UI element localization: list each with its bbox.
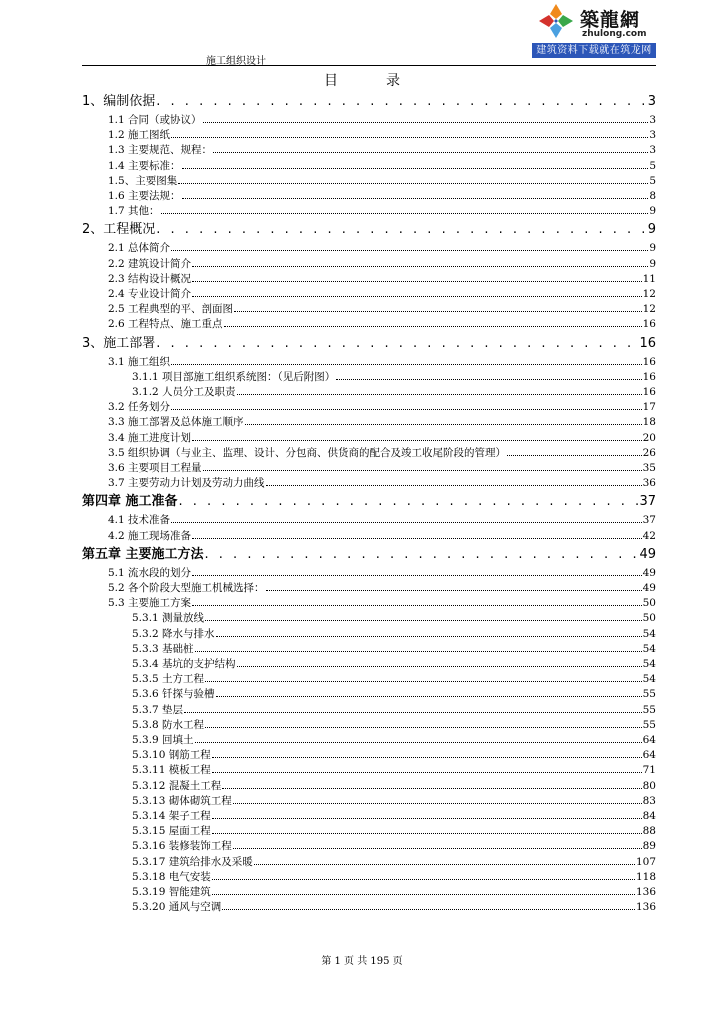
toc-entry-page: 54 (642, 658, 656, 670)
toc-entry-page: 26 (642, 446, 656, 459)
toc-entry-label: 3.1 施工组织 (108, 355, 171, 368)
toc-entry-label: 1、编制依据 (82, 94, 156, 109)
toc-entry-page: 37 (639, 494, 656, 510)
toc-entry-page: 55 (642, 718, 656, 731)
toc-entry-label: 5.3.19 智能建筑 (132, 886, 211, 898)
toc-entry-page: 12 (642, 288, 656, 300)
toc-entry-page: 49 (639, 546, 656, 562)
toc-entry-page: 80 (642, 779, 656, 792)
zhulong-logo-icon (536, 2, 576, 40)
toc-entry[interactable] (82, 159, 656, 174)
toc-entry-label: 5.3.5 土方工程 (132, 673, 205, 686)
toc-entry[interactable] (82, 566, 656, 581)
toc-entry[interactable] (82, 885, 656, 900)
toc-entry[interactable] (82, 317, 656, 332)
toc-leader-dots (205, 611, 642, 621)
toc-entry[interactable] (82, 718, 656, 733)
toc-entry-label: 1.5、主要图集 (108, 174, 178, 187)
toc-entry[interactable] (82, 748, 656, 763)
toc-entry[interactable] (82, 627, 656, 642)
logo-name-cn: 築龍網 (580, 9, 641, 31)
toc-leader-dots (192, 566, 642, 576)
toc-entry-page: 50 (642, 612, 656, 625)
toc-entry[interactable] (82, 809, 656, 824)
toc-entry[interactable] (82, 703, 656, 718)
toc-entry-page: 49 (642, 566, 656, 579)
toc-entry-label: 5.3.11 模板工程 (132, 764, 211, 777)
toc-leader-dots (182, 189, 649, 199)
toc-entry-label: 1.1 合同（或协议） (108, 114, 202, 126)
toc-entry-page: 54 (642, 673, 656, 686)
toc-leader-dots (195, 733, 642, 743)
toc-entry[interactable] (82, 113, 656, 128)
toc-entry-page: 16 (642, 370, 656, 383)
toc-entry-label: 5.3.9 回填土 (132, 734, 194, 746)
toc-entry-page: 118 (635, 870, 656, 883)
toc-entry[interactable] (82, 529, 656, 544)
toc-leader-dots (171, 241, 648, 251)
toc-entry[interactable] (82, 370, 656, 385)
toc-entry-label: 5.3.7 垫层 (132, 703, 184, 716)
toc-entry[interactable] (82, 143, 656, 158)
toc-entry[interactable] (82, 581, 656, 596)
toc-leader-dots (212, 870, 635, 880)
toc-entry-page: 11 (642, 272, 656, 285)
toc-entry-label: 5.3.4 基坑的支护结构 (132, 658, 236, 670)
logo-domain: zhulong.com (582, 29, 647, 39)
toc-leader-dots (216, 687, 642, 697)
toc-entry-page: 84 (642, 810, 656, 822)
toc-entry-label: 2.1 总体简介 (108, 242, 171, 255)
toc-entry-page: 5 (649, 174, 656, 187)
toc-entry[interactable] (82, 900, 656, 915)
toc-leader-dots (254, 855, 635, 865)
toc-entry-page: 17 (642, 401, 656, 414)
toc-entry-label: 4.2 施工现场准备 (108, 529, 192, 542)
toc-entry-label: 3.4 施工进度计划 (108, 431, 192, 444)
toc-entry[interactable] (82, 763, 656, 778)
toc-entry[interactable] (82, 824, 656, 839)
toc-leader-dots (184, 703, 642, 713)
toc-leader-dots (212, 748, 642, 758)
toc-entry-label: 2.2 建筑设计简介 (108, 257, 192, 270)
toc-leader-dots (161, 204, 649, 214)
toc-leader-dots (192, 257, 648, 267)
toc-entry-label: 2.6 工程特点、施工重点 (108, 318, 223, 331)
toc-heading-right: 录 (386, 73, 400, 89)
toc-leader-dots (213, 143, 648, 153)
toc-entry-label: 5.3.2 降水与排水 (132, 627, 215, 640)
running-header: 施工组织设计 (206, 56, 266, 67)
toc-leader-dots (192, 431, 642, 441)
toc-entry-label: 第五章 主要施工方法 (82, 546, 204, 562)
toc-entry[interactable] (82, 779, 656, 794)
toc-entry[interactable] (82, 476, 656, 491)
toc-entry[interactable] (82, 334, 656, 354)
toc-entry-page: 88 (642, 825, 656, 838)
toc-entry-label: 1.2 施工图纸 (108, 129, 171, 142)
toc-leader-dots (171, 128, 648, 138)
toc-entry-label: 3.3 施工部署及总体施工顺序 (108, 416, 244, 429)
toc-entry-label: 2.5 工程典型的平、剖面图 (108, 303, 234, 316)
toc-leader-dots (224, 317, 642, 327)
toc-entry[interactable] (82, 657, 656, 672)
toc-entry[interactable] (82, 492, 656, 512)
toc-entry-label: 5.3.15 屋面工程 (132, 825, 211, 838)
toc-entry[interactable] (82, 287, 656, 302)
toc-entry-page: 89 (642, 840, 656, 853)
toc-leader-dots (205, 672, 642, 682)
toc-entry-label: 5.3.14 架子工程 (132, 810, 211, 822)
toc-entry-page: 3 (649, 144, 656, 157)
toc-entry-page: 54 (642, 627, 656, 640)
toc-entry-page: 5 (649, 159, 656, 172)
toc-heading-left: 目 (324, 73, 338, 89)
toc-leader-dots (507, 446, 642, 456)
toc-entry[interactable] (82, 174, 656, 189)
toc-entry[interactable] (82, 596, 656, 611)
toc-entry[interactable] (82, 870, 656, 885)
toc-entry-label: 5.3.8 防水工程 (132, 718, 205, 731)
toc-leader-dots (178, 174, 648, 184)
toc-entry-label: 5.3.13 砌体砌筑工程 (132, 794, 232, 807)
toc-entry-page: 16 (642, 318, 656, 331)
toc-entry-label: 5.3 主要施工方案 (108, 597, 192, 610)
toc-entry-label: 5.3.3 基础桩 (132, 642, 194, 655)
toc-leader-dots (212, 824, 642, 834)
toc-entry[interactable] (82, 272, 656, 287)
toc-entry[interactable] (82, 385, 656, 400)
toc-entry-page: 9 (647, 222, 656, 238)
toc-entry[interactable] (82, 794, 656, 809)
toc-entry-page: 64 (642, 749, 656, 762)
toc-entry[interactable] (82, 431, 656, 446)
toc-leader-dots (203, 113, 649, 123)
toc-entry-page: 136 (635, 886, 656, 898)
toc-leader-dots (203, 461, 642, 471)
toc-entry[interactable] (82, 672, 656, 687)
toc-entry-label: 1.3 主要规范、规程： (108, 144, 213, 157)
toc-entry-page: 42 (642, 529, 656, 542)
toc-entry[interactable] (82, 241, 656, 256)
toc-entry-page: 71 (642, 764, 656, 777)
toc-leader-dots (234, 302, 642, 312)
toc-entry-label: 1.7 其他： (108, 205, 160, 218)
toc-entry[interactable] (82, 415, 656, 430)
toc-entry-label: 5.3.6 钎探与验槽 (132, 688, 215, 701)
toc-entry-label: 3、施工部署 (82, 335, 156, 351)
toc-leader-dots (266, 581, 642, 591)
toc-leader-dots (192, 287, 642, 297)
toc-entry[interactable] (82, 513, 656, 528)
toc-entry[interactable] (82, 446, 656, 461)
toc-entry-page: 8 (649, 190, 656, 202)
toc-entry-page: 136 (635, 901, 656, 914)
toc-entry[interactable] (82, 257, 656, 272)
toc-entry-label: 第四章 施工准备 (82, 494, 178, 510)
toc-entry[interactable] (82, 128, 656, 143)
toc-entry-label: 5.3.1 测量放线 (132, 612, 205, 625)
toc-entry-page: 9 (649, 257, 656, 270)
toc-leader-dots (205, 545, 639, 565)
toc-leader-dots (233, 839, 642, 849)
toc-entry-page: 20 (642, 431, 656, 444)
toc-leader-dots (192, 272, 642, 282)
toc-entry[interactable] (82, 642, 656, 657)
toc-entry-page: 55 (642, 688, 656, 701)
toc-entry-label: 1.4 主要标准： (108, 159, 181, 172)
toc-entry-label: 5.3.10 钢筋工程 (132, 749, 211, 762)
toc-entry-page: 64 (642, 734, 656, 746)
toc-entry-label: 3.5 组织协调（与业主、监理、设计、分包商、供货商的配合及竣工收尾阶段的管理） (108, 446, 507, 459)
toc-entry[interactable] (82, 733, 656, 748)
toc-leader-dots (192, 596, 642, 606)
toc-leader-dots (212, 809, 642, 819)
toc-leader-dots (182, 159, 649, 169)
toc-entry-page: 36 (642, 477, 656, 490)
toc-entry-label: 1.6 主要法规： (108, 190, 181, 202)
toc-entry[interactable] (82, 189, 656, 204)
toc-leader-dots (237, 657, 642, 667)
toc-entry-label: 5.3.17 建筑给排水及采暖 (132, 855, 253, 868)
toc-entry[interactable] (82, 220, 656, 240)
toc-leader-dots (179, 492, 639, 512)
toc-leader-dots (222, 779, 641, 789)
toc-entry-label: 5.3.18 电气安装 (132, 870, 211, 883)
toc-leader-dots (156, 220, 646, 240)
toc-leader-dots (156, 92, 646, 112)
toc-entry-page: 37 (642, 514, 656, 527)
toc-entry-label: 4.1 技术准备 (108, 514, 171, 527)
toc-entry[interactable] (82, 611, 656, 626)
toc-entry-page: 3 (649, 129, 656, 142)
toc-entry-label: 3.2 任务划分 (108, 401, 171, 414)
toc-entry-page: 16 (639, 335, 656, 351)
toc-entry-page: 50 (642, 597, 656, 610)
toc-leader-dots (266, 476, 642, 486)
toc-entry-page: 3 (647, 94, 656, 109)
toc-leader-dots (245, 415, 642, 425)
toc-entry-label: 2.4 专业设计简介 (108, 288, 192, 300)
toc-leader-dots (237, 385, 642, 395)
toc-entry[interactable] (82, 355, 656, 370)
toc-entry-label: 5.1 流水段的划分 (108, 566, 192, 579)
toc-leader-dots (195, 642, 642, 652)
toc-leader-dots (212, 763, 642, 773)
page-footer: 第 1 页 共 195 页 (321, 956, 403, 967)
toc-leader-dots (171, 513, 642, 523)
toc-leader-dots (192, 529, 642, 539)
toc-entry[interactable] (82, 855, 656, 870)
logo-slogan: 建筑资料下载就在筑龙网 (532, 43, 656, 58)
toc-leader-dots (156, 334, 638, 354)
toc-entry-page: 107 (635, 855, 656, 868)
toc-leader-dots (222, 900, 635, 910)
toc-entry-page: 16 (642, 386, 656, 398)
toc-entry-page: 83 (642, 794, 656, 807)
toc-entry-label: 3.1.1 项目部施工组织系统图：（见后附图） (132, 370, 336, 383)
toc-leader-dots (216, 627, 642, 637)
toc-entry-page: 18 (642, 416, 656, 429)
toc-entry[interactable] (82, 400, 656, 415)
toc-entry-page: 54 (642, 642, 656, 655)
toc-leader-dots (205, 718, 642, 728)
toc-entry-page: 49 (642, 582, 656, 594)
toc-entry-label: 5.3.16 装修装饰工程 (132, 840, 232, 853)
toc-heading (0, 70, 724, 90)
toc-leader-dots (336, 370, 641, 380)
toc-entry-page: 9 (649, 205, 656, 218)
toc-entry[interactable] (82, 204, 656, 219)
toc-entry[interactable] (82, 92, 656, 112)
toc-entry-label: 2、工程概况 (82, 222, 156, 238)
toc-entry-page: 9 (649, 242, 656, 255)
toc-entry[interactable] (82, 839, 656, 854)
toc-entry-page: 55 (642, 703, 656, 716)
toc-entry-page: 12 (642, 303, 656, 316)
toc-leader-dots (233, 794, 642, 804)
toc-entry[interactable] (82, 545, 656, 565)
toc-leader-dots (171, 400, 642, 410)
toc-entry[interactable] (82, 687, 656, 702)
toc-entry[interactable] (82, 302, 656, 317)
toc-entry-page: 16 (642, 355, 656, 368)
toc-entry-label: 2.3 结构设计概况 (108, 272, 192, 285)
toc-entry[interactable] (82, 461, 656, 476)
toc-entry-label: 3.6 主要项目工程量 (108, 462, 202, 474)
toc-entry-label: 5.3.12 混凝土工程 (132, 779, 222, 792)
header-rule (82, 65, 656, 66)
toc-entry-label: 5.2 各个阶段大型施工机械选择： (108, 582, 265, 594)
toc-entry-page: 3 (649, 114, 656, 126)
toc-entry-page: 35 (642, 462, 656, 474)
toc-entry-label: 3.1.2 人员分工及职责 (132, 386, 236, 398)
toc-entry-label: 3.7 主要劳动力计划及劳动力曲线 (108, 477, 265, 490)
toc-leader-dots (171, 355, 642, 365)
zhulong-logo (532, 2, 656, 60)
toc-leader-dots (212, 885, 635, 895)
toc-entry-label: 5.3.20 通风与空调 (132, 901, 222, 914)
